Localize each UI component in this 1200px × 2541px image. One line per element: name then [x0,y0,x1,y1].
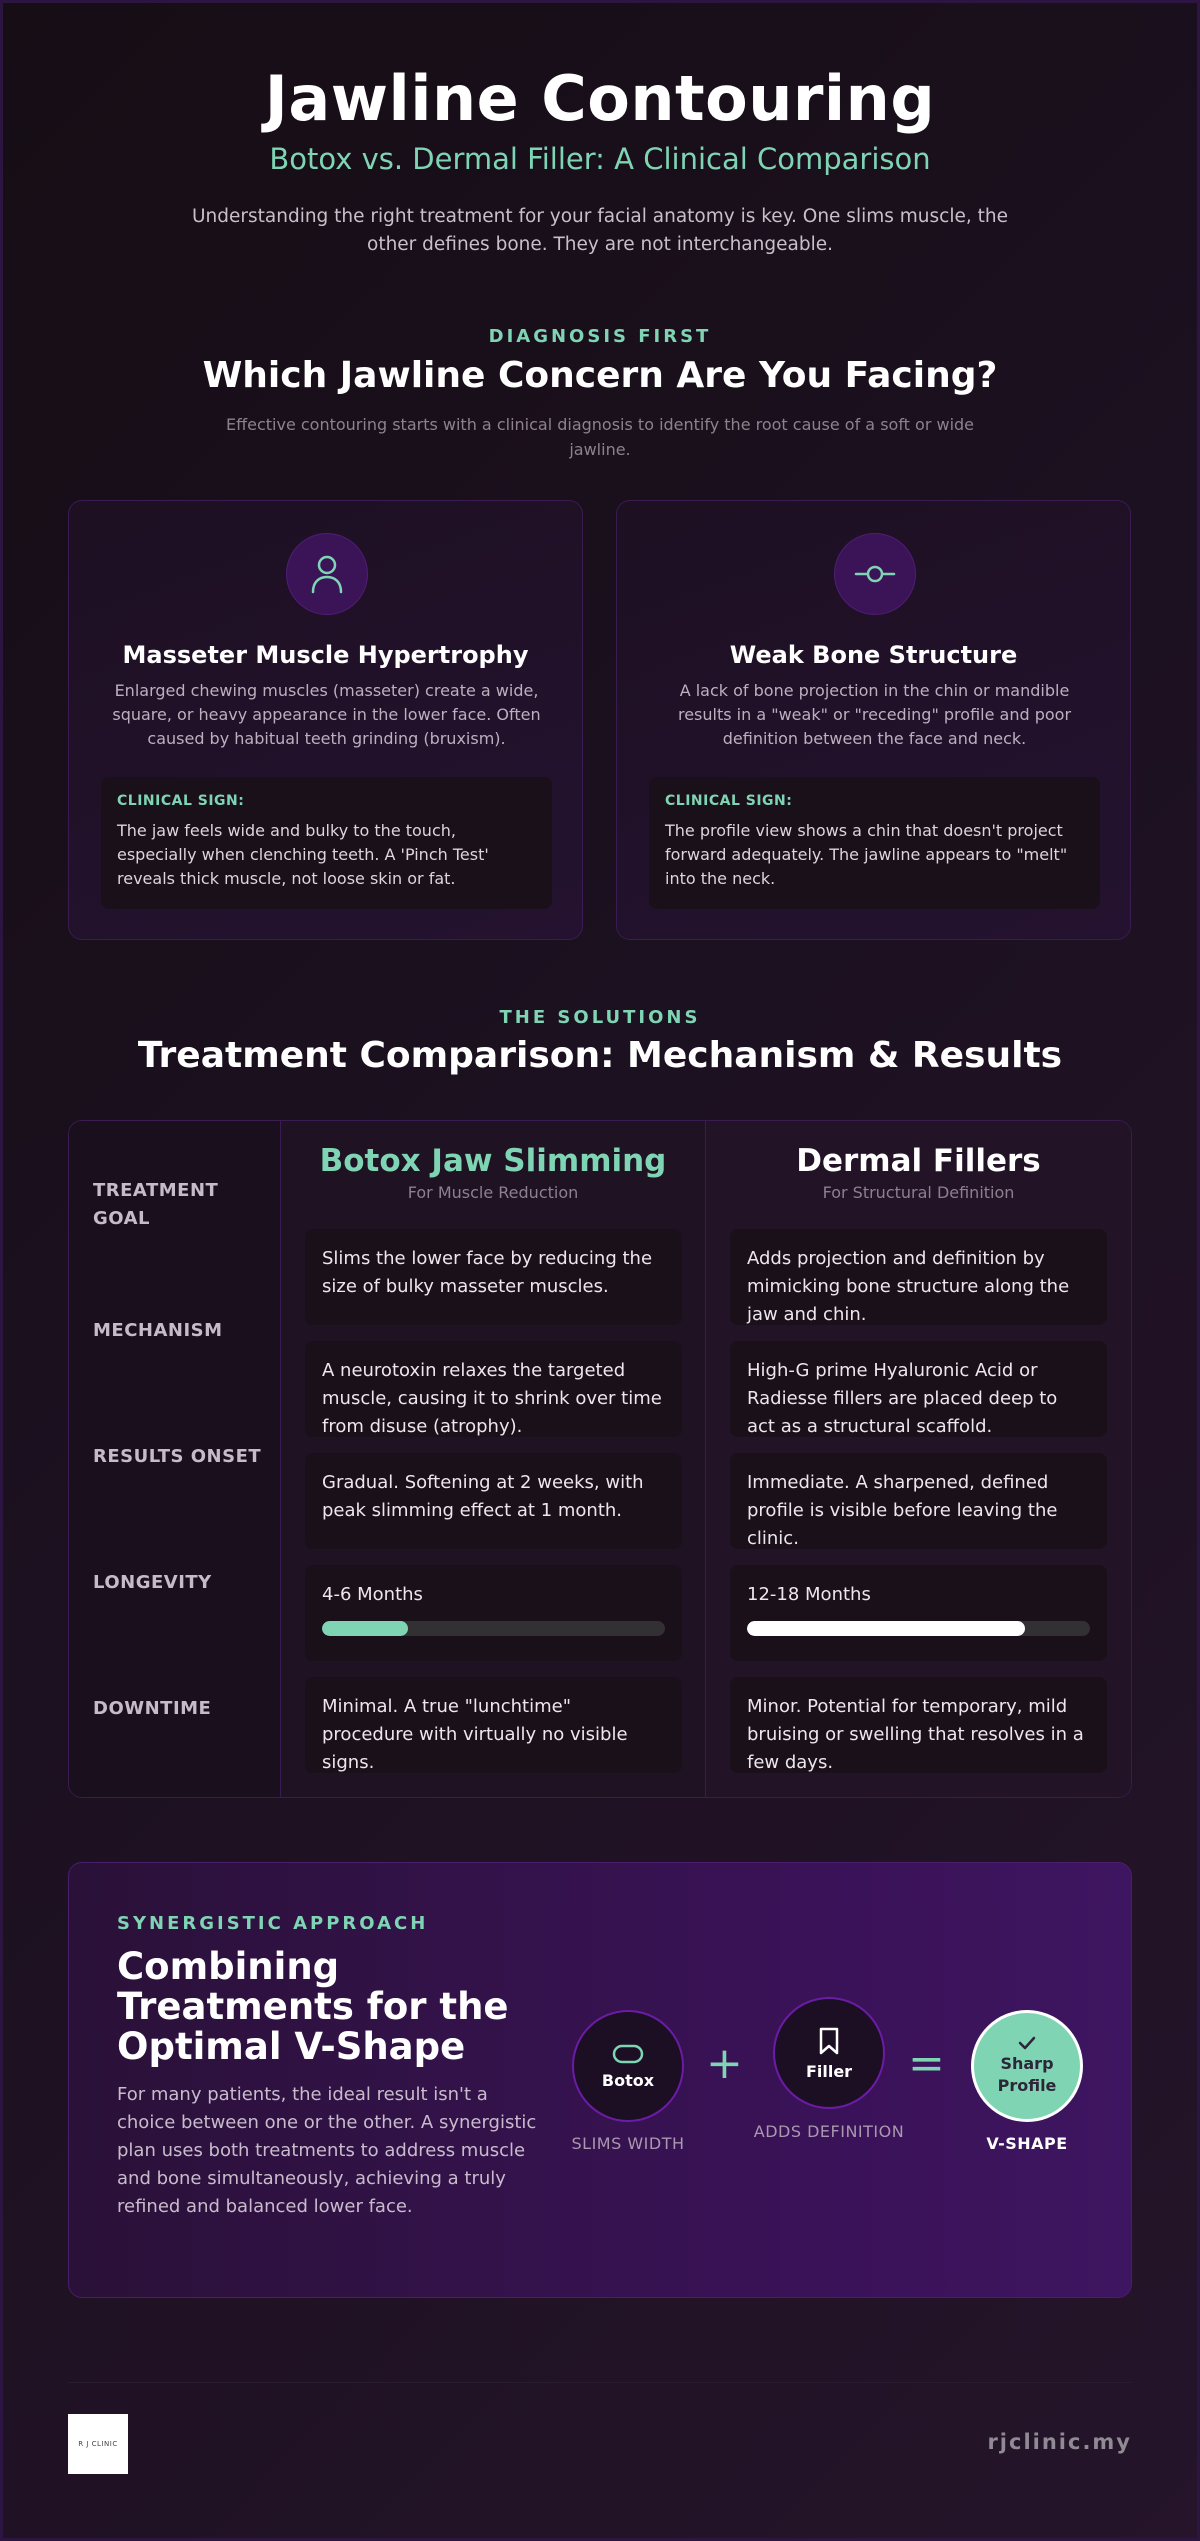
cell-downtime: Minor. Potential for temporary, mild bruising or swelling that resolves in a few days. [730,1677,1107,1773]
card-description: Enlarged chewing muscles (masseter) create a wide, square, or heavy appearance in the lower face. Often caused by habitual teeth grinding (bruxism). [112,681,541,748]
botox-label: Botox [601,2070,655,2090]
logo-text: R J CLINIC [78,2440,118,2448]
card-title: Weak Bone Structure [729,641,1018,669]
row-label-onset: RESULTS ONSET [93,1446,262,1467]
synergy-panel [68,1862,1132,2298]
synergy-eyebrow: SYNERGISTIC APPROACH [117,1913,429,1934]
card-description: A lack of bone projection in the chin or mandible results in a "weak" or "receding" profile and poor definition between the face and neck. [677,681,1072,748]
cell-onset: Gradual. Softening at 2 weeks, with peak slimming effect at 1 month. [305,1453,682,1549]
row-labels [69,1121,281,1797]
plus-sign: + [706,2038,743,2089]
comparison-table [68,1120,1132,1798]
filler-token [773,1997,885,2109]
column-subtitle: For Muscle Reduction [407,1183,579,1202]
column-title-filler: Dermal Fillers [796,1143,1041,1179]
solutions-title: Treatment Comparison: Mechanism & Results [137,1035,1063,1076]
clinical-sign-label: CLINICAL SIGN: [665,793,793,809]
cell-longevity [730,1565,1107,1661]
result-token [971,2010,1083,2122]
check-icon [1016,2035,1038,2051]
column-subtitle: For Structural Definition [822,1183,1015,1202]
longevity-bar [747,1621,1090,1636]
clinical-sign-box [649,777,1100,909]
equals-sign: = [908,2038,945,2089]
cell-goal: Slims the lower face by reducing the size of bulky masseter muscles. [305,1229,682,1325]
result-label-line2: Profile [997,2076,1057,2095]
diagnosis-eyebrow: DIAGNOSIS FIRST [488,326,712,347]
cell-downtime: Minimal. A true "lunchtime" procedure with virtually no visible signs. [305,1677,682,1773]
column-title-botox: Botox Jaw Slimming [319,1143,667,1179]
filler-label: Filler [805,2061,853,2081]
row-label-downtime: DOWNTIME [93,1698,212,1719]
user-icon [286,533,368,615]
row-label-goal: TREATMENT GOAL [93,1180,219,1229]
longevity-value: 4-6 Months [322,1584,423,1605]
website-link[interactable]: rjclinic.my [987,2430,1132,2454]
result-label-line1: Sharp [1000,2054,1054,2073]
synergy-title: Combining Treatments for the Optimal V-Shape [117,1945,509,2068]
longevity-bar-fill [747,1621,1025,1636]
filler-caption: ADDS DEFINITION [753,2122,905,2141]
clinic-logo[interactable] [68,2414,128,2474]
cell-onset: Immediate. A sharpened, defined profile is visible before leaving the clinic. [730,1453,1107,1549]
synergy-description: For many patients, the ideal result isn't a choice between one or the other. A synergistic plan uses both treatments to address muscle and bone simultaneously, achieving a truly refined and balanced lower face. [117,2084,537,2217]
botox-token [572,2010,684,2122]
botox-column [281,1121,706,1797]
diagnosis-card-masseter [68,500,583,940]
longevity-bar [322,1621,665,1636]
clinical-sign-text: The jaw feels wide and bulky to the touch, especially when clenching teeth. A 'Pinch Test' reveals thick muscle, not loose skin or fat. [117,821,489,888]
page-subtitle: Botox vs. Dermal Filler: A Clinical Comparison [269,142,931,176]
cell-longevity [305,1565,682,1661]
footer-divider [68,2382,1132,2383]
structure-icon [834,533,916,615]
clinical-sign-label: CLINICAL SIGN: [117,793,245,809]
clinical-sign-text: The profile view shows a chin that doesn't project forward adequately. The jawline appears to "melt" into the neck. [665,821,1068,888]
longevity-value: 12-18 Months [747,1584,871,1605]
filler-column [706,1121,1131,1797]
card-title: Masseter Muscle Hypertrophy [122,641,529,669]
cell-mechanism: High-G prime Hyaluronic Acid or Radiesse fillers are placed deep to act as a structural scaffold. [730,1341,1107,1437]
bookmark-icon [816,2026,842,2056]
diagnosis-title: Which Jawline Concern Are You Facing? [202,355,998,396]
clinical-sign-box [101,777,552,909]
solutions-eyebrow: THE SOLUTIONS [499,1007,701,1028]
diagnosis-card-bone [616,500,1131,940]
botox-caption: SLIMS WIDTH [571,2134,685,2153]
cell-goal: Adds projection and definition by mimicking bone structure along the jaw and chin. [730,1229,1107,1325]
result-caption: V-SHAPE [986,2134,1068,2153]
result-label [998,2053,1057,2097]
longevity-bar-fill [322,1621,408,1636]
intro-text: Understanding the right treatment for your facial anatomy is key. One slims muscle, the other defines bone. They are not interchangeable. [192,206,1008,255]
row-label-mechanism: MECHANISM [93,1320,223,1341]
page-title: Jawline Contouring [264,62,936,135]
row-label-longevity: LONGEVITY [93,1572,212,1593]
diagnosis-description: Effective contouring starts with a clinical diagnosis to identify the root cause of a soft or wide jawline. [225,415,975,459]
cell-mechanism: A neurotoxin relaxes the targeted muscle, causing it to shrink over time from disuse (atrophy). [305,1341,682,1437]
capsule-icon [611,2043,645,2065]
